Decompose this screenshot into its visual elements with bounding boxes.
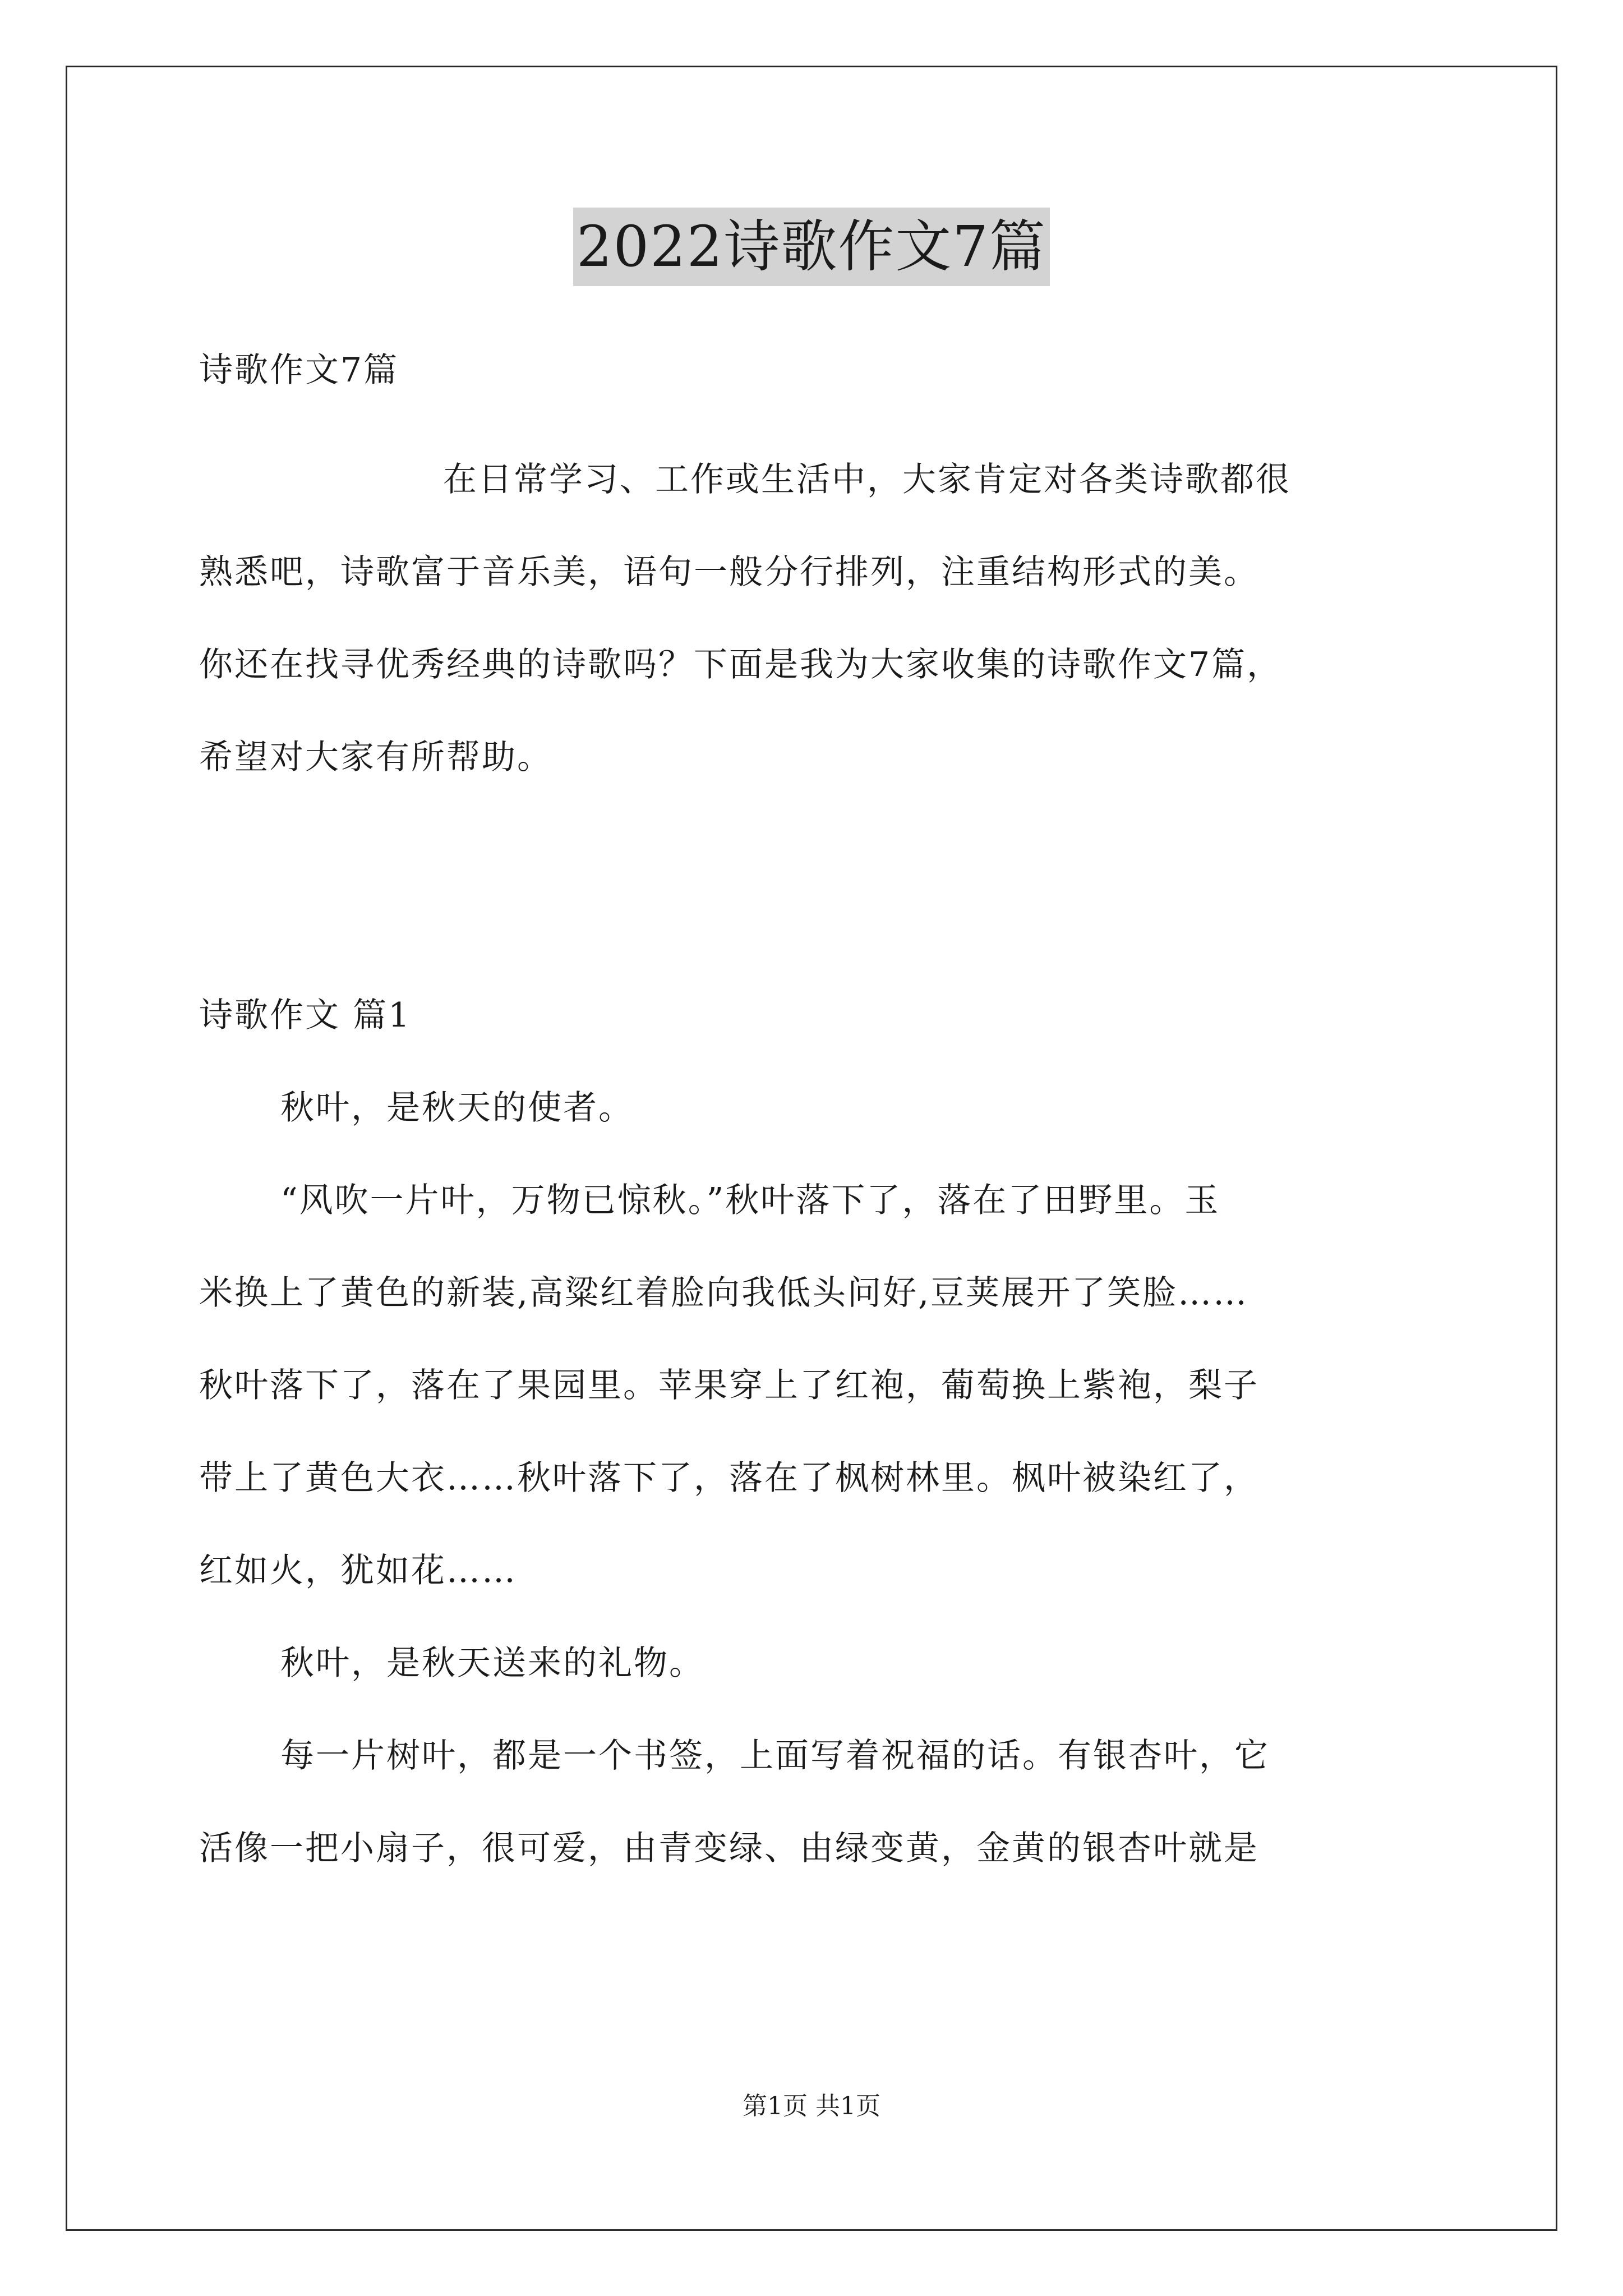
intro-line: 你还在找寻优秀经典的诗歌吗？下面是我为大家收集的诗歌作文7篇， xyxy=(199,645,1283,684)
section-heading: 诗歌作文 篇1 xyxy=(199,996,412,1035)
document-title: 2022诗歌作文7篇 xyxy=(573,208,1050,286)
intro-line: 熟悉吧，诗歌富于音乐美，语句一般分行排列，注重结构形式的美。 xyxy=(199,553,1259,592)
intro-line: 在日常学习、工作或生活中，大家肯定对各类诗歌都很 xyxy=(443,460,1291,499)
paragraph-line: “风吹一片叶，万物已惊秋。”秋叶落下了，落在了田野里。玉 xyxy=(280,1181,1220,1220)
paragraph-line: 秋叶，是秋天送来的礼物。 xyxy=(280,1644,704,1683)
paragraph-line: 秋叶落下了，落在了果园里。苹果穿上了红袍，葡萄换上紫袍，梨子 xyxy=(199,1366,1259,1405)
page-footer: 第1页 共1页 xyxy=(743,2092,880,2120)
paragraph-line: 米换上了黄色的新装,高粱红着脸向我低头问好,豆荚展开了笑脸…… xyxy=(199,1273,1249,1313)
paragraph-line: 秋叶，是秋天的使者。 xyxy=(280,1088,634,1128)
paragraph-line: 带上了黄色大衣……秋叶落下了，落在了枫树林里。枫叶被染红了， xyxy=(199,1458,1259,1498)
document-title-wrapper xyxy=(0,208,1623,286)
paragraph-line: 每一片树叶，都是一个书签，上面写着祝福的话。有银杏叶，它 xyxy=(280,1736,1270,1775)
intro-line: 希望对大家有所帮助。 xyxy=(199,738,552,777)
document-subtitle: 诗歌作文7篇 xyxy=(199,351,399,390)
paragraph-line: 活像一把小扇子，很可爱，由青变绿、由绿变黄，金黄的银杏叶就是 xyxy=(199,1829,1259,1868)
paragraph-line: 红如火，犹如花…… xyxy=(199,1551,517,1590)
